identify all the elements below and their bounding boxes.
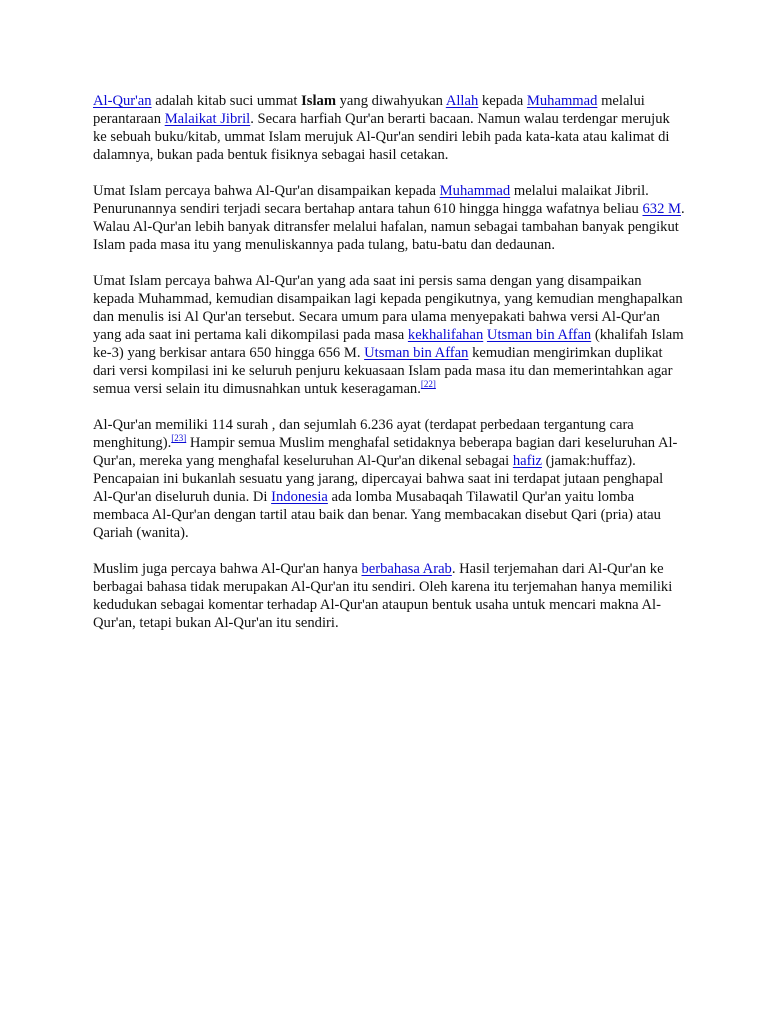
citation-22-link[interactable]: [22] — [420, 379, 436, 390]
paragraph-3-text: Umat Islam percaya bahwa Al-Qur'an yang ada saat ini persis sama dengan yang disampaikan kepada Muhammad, kemudian disampaikan lagi kepada pengikutnya, yang kemudian menghapalkan dan menulis isi Al Qur'an tersebut. Secara umum para ulama menyepakati bahwa versi Al-Qur'an yang ada saat ini pertama kali dikompilasi pada masa — [93, 273, 683, 343]
link-muhammad[interactable]: Muhammad — [439, 183, 511, 199]
article-body — [93, 92, 685, 650]
link-al-quran[interactable]: Al-Qur'an — [93, 93, 152, 109]
citation-22 — [421, 379, 436, 389]
paragraph-1-text: adalah kitab suci ummat — [151, 93, 302, 109]
paragraph-2-text: Umat Islam percaya bahwa Al-Qur'an disampaikan kepada — [93, 183, 440, 199]
link-kekhalifahan[interactable]: kekhalifahan — [407, 327, 484, 343]
paragraph-1-text: . Secara harfiah Qur'an berarti bacaan. Namun walau terdengar merujuk ke sebuah buku/kitab, ummat Islam merujuk Al-Qur'an sendiri lebih pada kata-kata atau kalimat di dalamnya, bukan pada bentuk fisiknya sebagai hasil cetakan. — [93, 111, 670, 163]
link-muhammad[interactable]: Muhammad — [526, 93, 598, 109]
paragraph-5-text: . Hasil terjemahan dari Al-Qur'an ke berbagai bahasa tidak merupakan Al-Qur'an itu sendiri. Oleh karena itu terjemahan hanya memiliki kedudukan sebagai komentar terhadap Al-Qur'an ataupun bentuk usaha untuk mencari makna Al-Qur'an, tetapi bukan Al-Qur'an itu sendiri. — [93, 561, 673, 631]
paragraph-4-text: Al-Qur'an memiliki 114 surah , dan sejumlah 6.236 ayat (terdapat perbedaan tergantung cara menghitung). — [93, 417, 634, 451]
paragraph-4-text: Hampir semua Muslim menghafal setidaknya beberapa bagian dari keseluruhan Al-Qur'an, mereka yang menghafal keseluruhan Al-Qur'an dikenal sebagai — [93, 435, 678, 469]
paragraph-2-text: . Walau Al-Qur'an lebih banyak ditransfer melalui hafalan, namun sebagai tambahan banyak pengikut Islam pada masa itu yang menuliskannya pada tulang, batu-batu dan dedaunan. — [93, 201, 685, 253]
link-allah[interactable]: Allah — [445, 93, 479, 109]
link-hafiz[interactable]: hafiz — [512, 453, 542, 469]
paragraph-4-text: (jamak:huffaz). Pencapaian ini bukanlah sesuatu yang jarang, dipercayai bahwa saat ini terdapat jutaan penghapal Al-Qur'an diseluruh dunia. Di — [93, 453, 664, 505]
link-indonesia[interactable]: Indonesia — [271, 489, 328, 505]
citation-23-link[interactable]: [23] — [171, 433, 187, 444]
bold-islam: Islam — [301, 93, 336, 109]
link-malaikat-jibril[interactable]: Malaikat Jibril — [164, 111, 251, 127]
paragraph-5-text: Muslim juga percaya bahwa Al-Qur'an hanya — [93, 561, 362, 577]
paragraph-3-text: kemudian mengirimkan duplikat dari versi kompilasi ini ke seluruh penjuru kekuasaan Islam pada masa itu dan memerintahkan agar semua versi selain itu dimusnahkan untuk keseragaman. — [93, 345, 673, 397]
paragraph-1-text: melalui perantaraan — [93, 93, 645, 127]
paragraph-2 — [93, 182, 685, 254]
paragraph-1-text: kepada — [478, 93, 527, 109]
paragraph-4 — [93, 416, 685, 542]
paragraph-3-text: (khalifah Islam ke-3) yang berkisar antara 650 hingga 656 M. — [93, 327, 684, 361]
link-utsman-bin-affan[interactable]: Utsman bin Affan — [486, 327, 592, 343]
paragraph-1 — [93, 92, 685, 164]
link-berbahasa-arab[interactable]: berbahasa Arab — [361, 561, 452, 577]
paragraph-1-text: yang diwahyukan — [335, 93, 446, 109]
citation-23 — [171, 433, 186, 443]
paragraph-2-text: melalui malaikat Jibril. Penurunannya sendiri terjadi secara bertahap antara tahun 610 hingga hingga wafatnya beliau — [93, 183, 649, 217]
paragraph-5 — [93, 560, 685, 632]
link-utsman-bin-affan[interactable]: Utsman bin Affan — [364, 345, 469, 361]
paragraph-3 — [93, 272, 685, 398]
paragraph-4-text: ada lomba Musabaqah Tilawatil Qur'an yaitu lomba membaca Al-Qur'an dengan tartil atau baik dan benar. Yang membacakan disebut Qari (pria) atau Qariah (wanita). — [93, 489, 661, 541]
link-632-m[interactable]: 632 M — [642, 201, 681, 217]
